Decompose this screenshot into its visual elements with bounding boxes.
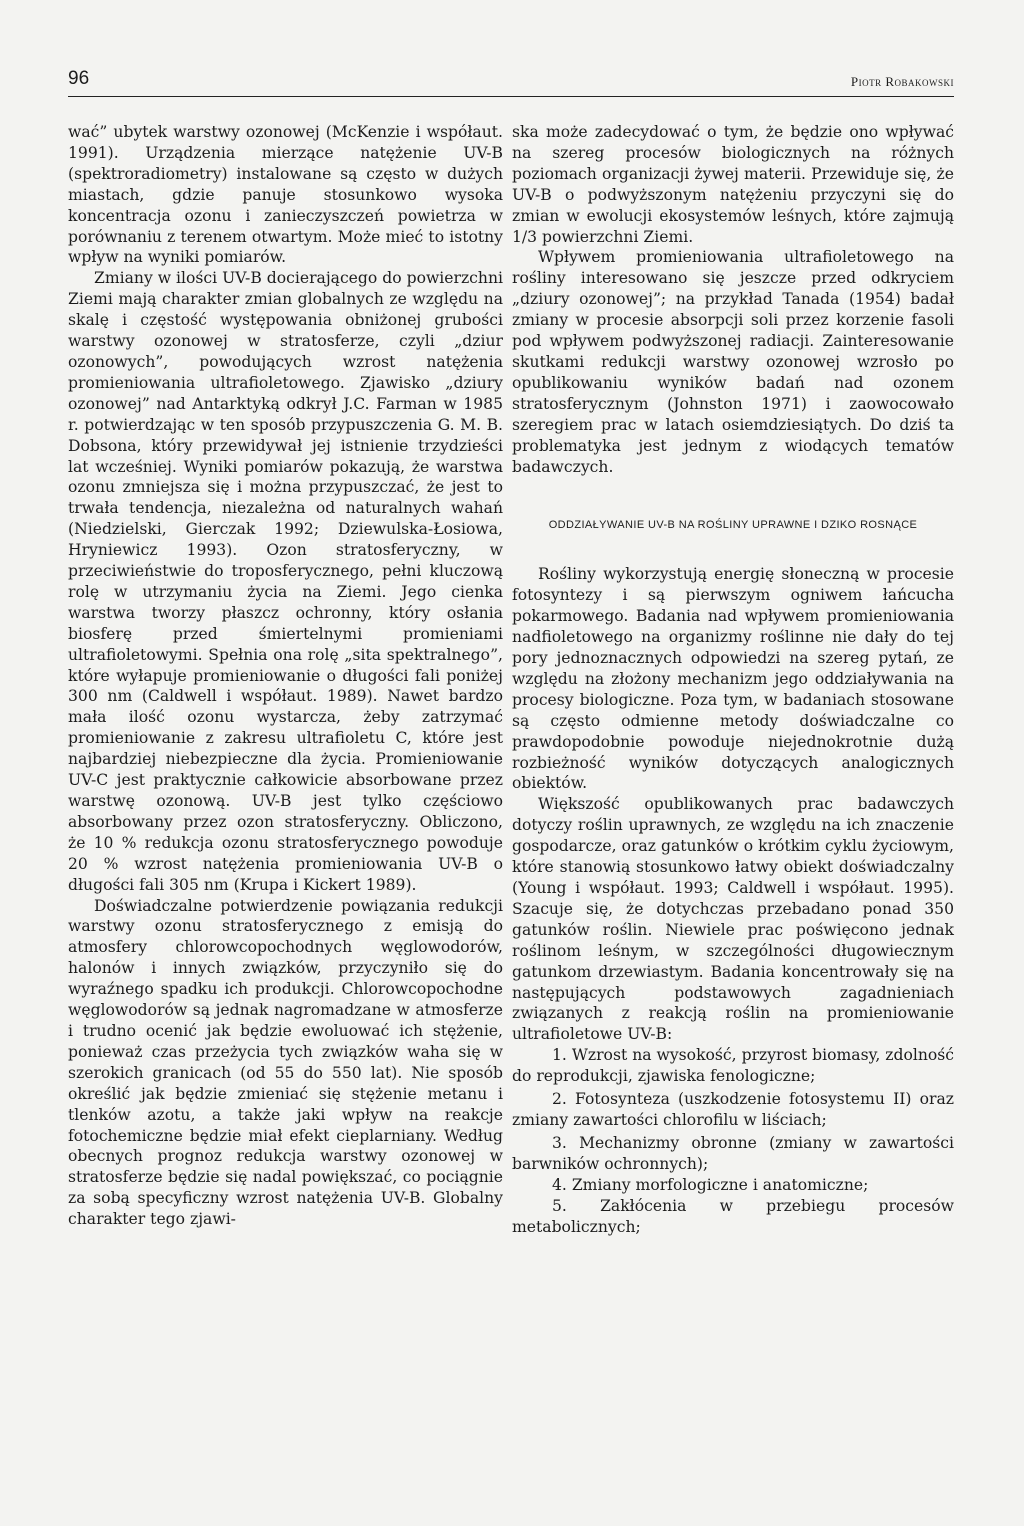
paragraph: Wpływem promieniowania ultrafioletowego na rośliny interesowano się jeszcze przed odkryciem „dziury ozonowej”; na przykład Tanada (1954) badał zmiany w procesie absorpcji soli przez korzenie fasoli pod wpływem podwyższonej radiacji. Zainteresowanie skutkami redukcji warstwy ozonowej wzrosło po opublikowaniu wyników badań nad ozonem stratosferycznym (Johnston 1971) i zaowocowało szeregiem prac w latach osiemdziesiątych. Do dziś ta problematyka jest jednym z wiodących tematów badawczych.: [512, 248, 954, 476]
list-item: 2. Fotosynteza (uszkodzenie fotosystemu II) oraz zmiany zawartości chlorofilu w liściach;: [512, 1090, 954, 1129]
paragraph: ska może zadecydować o tym, że będzie ono wpływać na szereg procesów biologicznych na różnych poziomach organizacji żywej materii. Przewiduje się, że UV-B o podwyższonym natężeniu przyczyni się do zmian w ewolucji ekosystemów leśnych, które zajmują 1/3 powierzchni Ziemi.: [512, 123, 954, 246]
paragraph: wać” ubytek warstwy ozonowej (McKenzie i współaut. 1991). Urządzenia mierzące natężenie UV-B (spektroradiometry) instalowane są często w dużych miastach, gdzie panuje stosunkowo wysoka koncentracja ozonu i zanieczyszczeń powietrza w porównaniu z terenem otwartym. Może mieć to istotny wpływ na wyniki pomiarów.: [68, 123, 503, 267]
running-head-author: Piotr Robakowski: [850, 74, 954, 89]
list-item: 3. Mechanizmy obronne (zmiany w zawartości barwników ochronnych);: [512, 1133, 954, 1173]
list-item: 1. Wzrost na wysokość, przyrost biomasy, zdolność do reprodukcji, zjawiska fenologiczne;: [512, 1046, 954, 1086]
paragraph: Rośliny wykorzystują energię słoneczną w procesie fotosyntezy i są pierwszym ogniwem łańcucha pokarmowego. Badania nad wpływem promieniowania nadfioletowego na organizmy roślinne nie dały do tej pory jednoznacznych odpowiedzi na szereg pytań, ze względu na złożony mechanizm jego oddziaływania na procesy biologiczne. Poza tym, w badaniach stosowane są często odmienne metody doświadczalne co prawdopodobnie powoduje niejednokrotnie dużą rozbieżność wyników dotyczących analogicznych obiektów.: [512, 565, 954, 793]
list-item: 5. Zakłócenia w przebiegu procesów metabolicznych;: [512, 1196, 954, 1236]
paragraph: Zmiany w ilości UV-B docierającego do powierzchni Ziemi mają charakter zmian globalnych ze względu na skalę i częstość występowania obniżonej grubości warstwy ozonowej w stratosferze, czyli „dziur ozonowych”, powodujących wzrost natężenia promieniowania ultrafioletowego. Zjawisko „dziury ozonowej” nad Antarktyką odkrył J.C. Farman w 1985 r. potwierdzając w ten sposób przypuszczenia G. M. B. Dobsona, który przewidywał jej istnienie trzydzieści lat wcześniej. Wyniki pomiarów pokazują, że warstwa ozonu zmniejsza się i można przypuszczać, że jest to trwała tendencja, niezależna od naturalnych wahań (Niedzielski, Gierczak 1992; Dziewulska-Łosiowa, Hryniewicz 1993). Ozon stratosferyczny, w przeciwieństwie do troposferycznego, pełni kluczową rolę w utrzymaniu życia na Ziemi. Jego cienka warstwa tworzy płaszcz ochronny, który osłania biosferę przed śmiertelnymi promieniami ultrafioletowymi. Spełnia ona rolę „sita spektralnego”, które wyłapuje promieniowanie o długości fali poniżej 300 nm (Caldwell i współaut. 1989). Nawet bardzo mała ilość ozonu wystarcza, żeby zatrzymać promieniowanie z zakresu ultrafioletu C, które jest najbardziej niebezpieczne dla życia. Promieniowanie UV-C jest praktycznie całkowicie absorbowane przez warstwę ozonową. UV-B jest tylko częściowo absorbowany przez ozon stratosferyczny. Obliczono, że 10 % redukcja ozonu stratosferycznego powoduje 20 % wzrost natężenia promieniowania UV-B o długości fali 305 nm (Krupa i Kickert 1989).: [68, 269, 503, 894]
page-header: [68, 66, 954, 97]
section-heading: ODDZIAŁYWANIE UV-B NA ROŚLINY UPRAWNE I DZIKO ROSNĄCE: [548, 519, 918, 532]
right-column: [512, 122, 954, 1237]
left-column: [68, 122, 503, 1230]
paragraph: Większość opublikowanych prac badawczych dotyczy roślin uprawnych, ze względu na ich znaczenie gospodarcze, oraz gatunków o krótkim cyklu życiowym, które stanowią stosunkowo łatwy obiekt doświadczalny (Young i współaut. 1993; Caldwell i współaut. 1995). Szacuje się, że dotychczas przebadano ponad 350 gatunków roślin. Niewiele prac poświęcono jednak roślinom leśnym, w szczególności długowiecznym gatunkom drzewiastym. Badania koncentrowały się na następujących podstawowych zagadnieniach związanych z reakcją roślin na promieniowanie ultrafioletowe UV-B:: [512, 795, 954, 1044]
paragraph: Doświadczalne potwierdzenie powiązania redukcji warstwy ozonu stratosferycznego z emisją do atmosfery chlorowcopochodnych węglowodorów, halonów i innych związków, przyczyniło się do wyraźnego spadku ich produkcji. Chlorowcopochodne węglowodorów są jednak nagromadzane w atmosferze i trudno ocenić jak będzie ewoluować ich stężenie, ponieważ czas przeżycia tych związków waha się w szerokich granicach (od 55 do 550 lat). Nie sposób określić jak będzie zmieniać się stężenie metanu i tlenków azotu, a także jaki wpływ na reakcje fotochemiczne będzie miał efekt cieplarniany. Według obecnych prognoz redukcja warstwy ozonowej w stratosferze będzie się nadal powiększać, co pociągnie za sobą specyficzny wzrost natężenia UV-B. Globalny charakter tego zjawi-: [68, 896, 503, 1229]
page-number: 96: [68, 68, 90, 89]
list-item: 4. Zmiany morfologiczne i anatomiczne;: [552, 1175, 869, 1194]
